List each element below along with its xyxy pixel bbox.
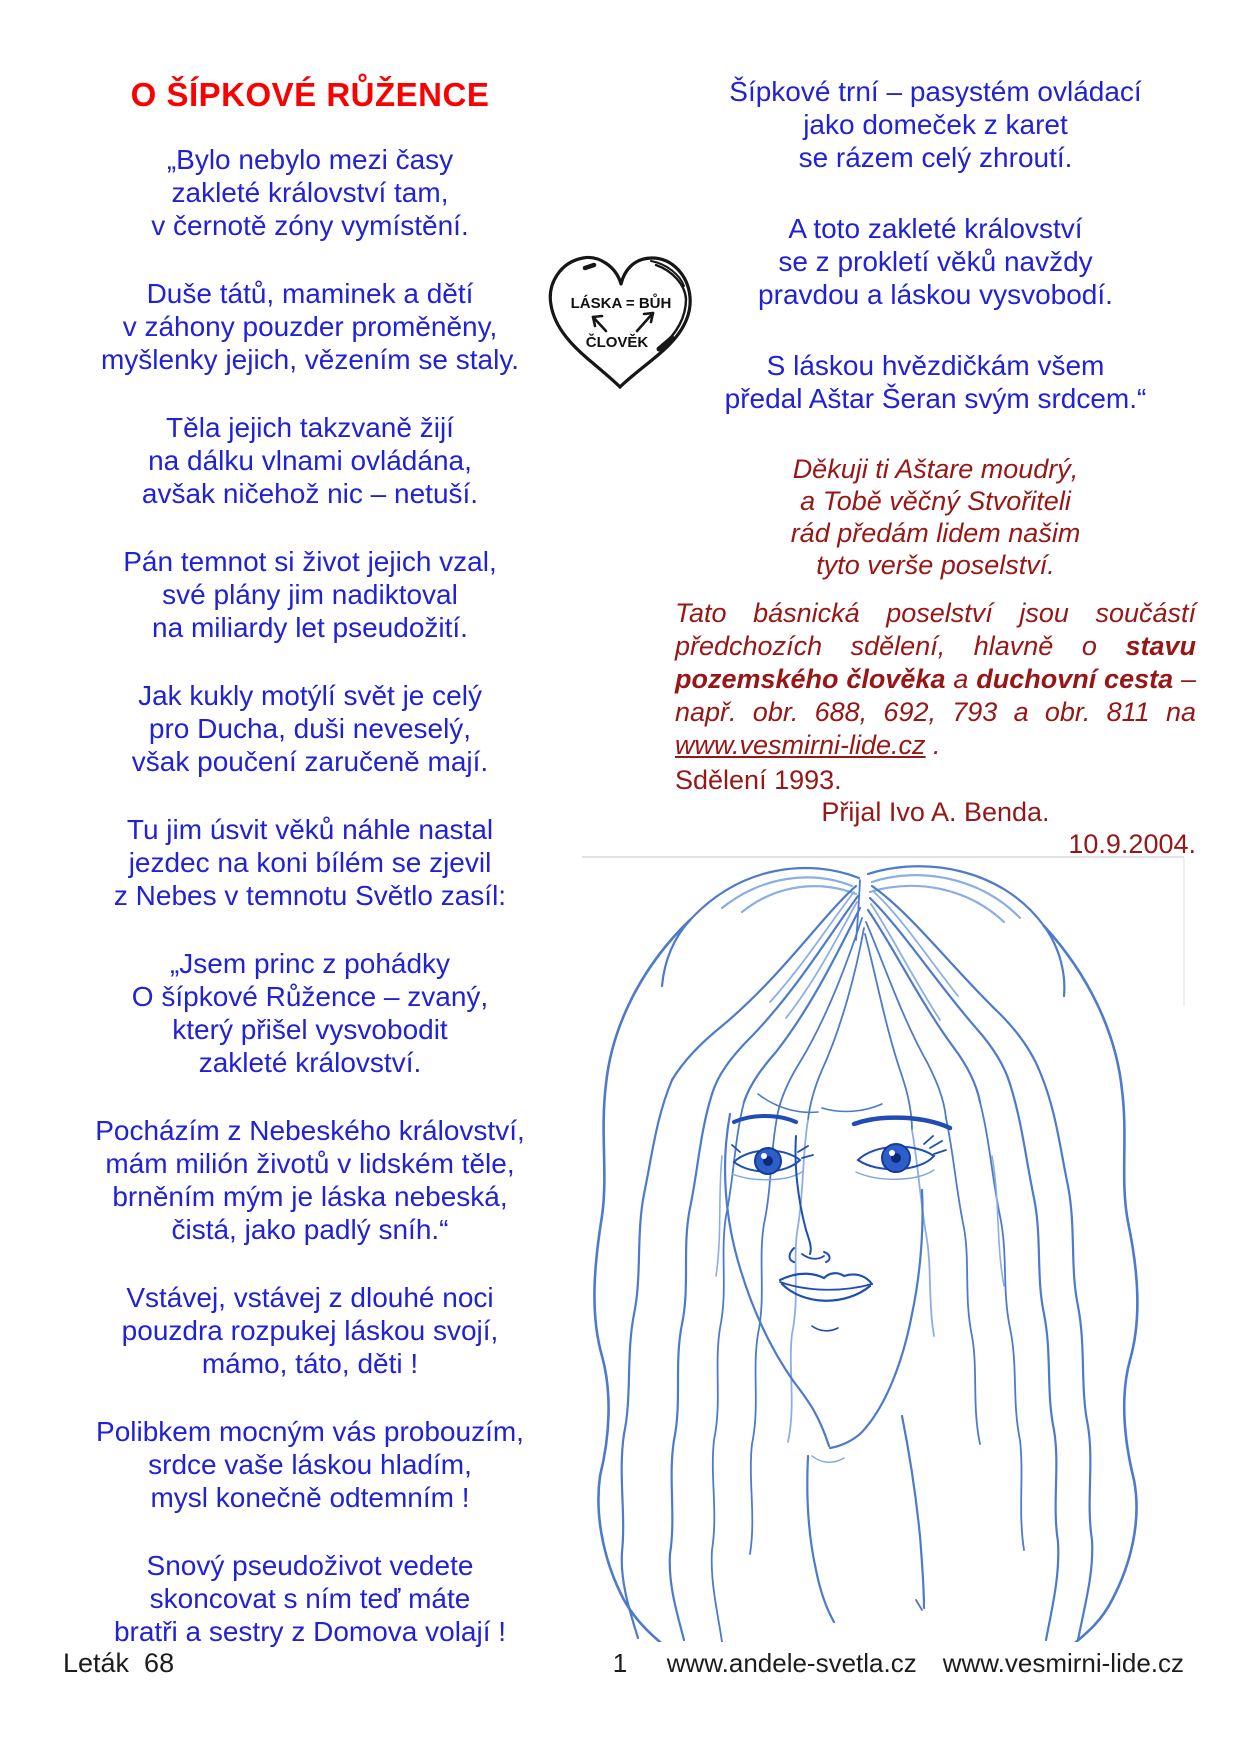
poem-line: mám milión životů v lidském těle, bbox=[105, 1148, 515, 1179]
poem-line: čistá, jako padlý sníh.“ bbox=[171, 1214, 449, 1245]
poem-line: Vstávej, vstávej z dlouhé noci bbox=[126, 1282, 494, 1313]
poem-line: mysl konečně odtemním ! bbox=[150, 1482, 470, 1513]
verse-line: tyto verše poselství. bbox=[816, 550, 1055, 580]
arrow-up-left-icon bbox=[593, 316, 606, 331]
paragraph-segment: Tato básnická poselství jsou součástí předchozích sdělení, hlavně o bbox=[675, 598, 1196, 661]
heart-logo bbox=[540, 242, 702, 400]
poem-line: na miliardy let pseudožití. bbox=[152, 612, 468, 643]
poem-line: Jak kukly motýlí svět je celý bbox=[138, 680, 482, 711]
right-poem-stanzas bbox=[675, 75, 1196, 415]
heart-top-label: LÁSKA = BŮH bbox=[570, 295, 672, 312]
leaflet-number-label: Leták 68 bbox=[63, 1648, 175, 1678]
arrow-up-right-icon bbox=[637, 313, 653, 331]
poem-stanza bbox=[675, 349, 1196, 415]
message-date: 10.9.2004. bbox=[1068, 829, 1196, 859]
poem-line: S láskou hvězdičkám všem bbox=[766, 350, 1105, 381]
message-receiver: Přijal Ivo A. Benda. bbox=[821, 797, 1050, 827]
poem-line: z Nebes v temnotu Světlo zasíl: bbox=[113, 880, 507, 911]
poem-line: jezdec na koni bílém se zjevil bbox=[128, 847, 492, 878]
poem-line: Šípkové trní – pasystém ovládací bbox=[729, 76, 1142, 107]
poem-line: skoncovat s ním teď máte bbox=[149, 1583, 471, 1614]
poem-line: zakleté království tam, bbox=[171, 177, 449, 208]
poem-line: Těla jejich takzvaně žijí bbox=[166, 412, 454, 443]
paragraph-segment: duchovní cesta bbox=[976, 664, 1174, 694]
poem-line: jako domeček z karet bbox=[803, 109, 1068, 140]
poem-line: O šípkové Růžence – zvaný, bbox=[131, 981, 489, 1012]
footer-urls bbox=[667, 1648, 1184, 1678]
heart-outline-icon bbox=[550, 258, 690, 387]
poem-line: „Jsem princ z pohádky bbox=[169, 948, 451, 979]
poem-line: se rázem celý zhroutí. bbox=[798, 142, 1073, 173]
poem-line: Pocházím z Nebeského království, bbox=[95, 1115, 525, 1146]
thanks-verse bbox=[675, 453, 1196, 581]
poem-stanza bbox=[60, 1281, 560, 1380]
poem-line: předal Aštar Šeran svým srdcem.“ bbox=[724, 383, 1147, 414]
poem-stanza bbox=[60, 277, 560, 376]
left-poem-stanzas bbox=[60, 143, 560, 1648]
poem-stanza bbox=[60, 947, 560, 1079]
poem-line: Polibkem mocným vás probouzím, bbox=[96, 1416, 524, 1447]
paragraph-segment: . bbox=[925, 730, 941, 760]
poem-line: mámo, táto, děti ! bbox=[201, 1348, 419, 1379]
poem-line: pouzdra rozpukej láskou svojí, bbox=[121, 1315, 499, 1346]
verse-line: rád předám lidem našim bbox=[790, 518, 1081, 548]
poem-line: srdce vaše láskou hladím, bbox=[148, 1449, 472, 1480]
poem-line: své plány jim nadiktoval bbox=[162, 579, 458, 610]
poem-stanza bbox=[675, 212, 1196, 311]
poem-line: brněním mým je láska nebeská, bbox=[112, 1181, 508, 1212]
poem-stanza bbox=[60, 1114, 560, 1246]
poem-stanza bbox=[60, 679, 560, 778]
poem-line: myšlenky jejich, vězením se staly. bbox=[100, 344, 520, 375]
paragraph-segment: – např. obr. 688, 692, 793 a obr. 811 na bbox=[675, 664, 1196, 727]
verse-line: a Tobě věčný Stvořiteli bbox=[800, 486, 1071, 516]
footer-url-vesmirni: www.vesmirni-lide.cz bbox=[942, 1648, 1184, 1678]
poem-line: který přišel vysvobodit bbox=[172, 1014, 448, 1045]
poem-stanza bbox=[60, 1415, 560, 1514]
poem-line: pravdou a láskou vysvobodí. bbox=[758, 279, 1113, 310]
heart-bottom-label: ČLOVĚK bbox=[585, 334, 649, 351]
poem-line: „Bylo nebylo mezi časy bbox=[166, 144, 454, 175]
printed-url: www.vesmirni-lide.cz bbox=[675, 730, 926, 760]
poem-line: se z prokletí věků navždy bbox=[778, 246, 1093, 277]
right-column bbox=[675, 60, 1196, 860]
poem-line: však poučení zaručeně mají. bbox=[131, 746, 489, 777]
paragraph-segment: a bbox=[945, 664, 977, 694]
poem-stanza bbox=[60, 1549, 560, 1648]
poem-line: v záhony pouzder proměněny, bbox=[122, 311, 498, 342]
poem-line: Pán temnot si život jejich vzal, bbox=[123, 546, 497, 577]
poem-stanza bbox=[60, 813, 560, 912]
poem-line: Snový pseudoživot vedete bbox=[146, 1550, 474, 1581]
poem-line: pro Ducha, duši neveselý, bbox=[148, 713, 472, 744]
message-year: Sdělení 1993. bbox=[675, 765, 842, 795]
poem-stanza bbox=[675, 75, 1196, 174]
paragraph-segment: stavu pozemského člověka bbox=[675, 631, 1196, 694]
left-poem-column bbox=[60, 60, 560, 1683]
poem-line: avšak ničehož nic – netuší. bbox=[141, 478, 479, 509]
poem-line: bratři a sestry z Domova volají ! bbox=[113, 1616, 507, 1647]
woman-portrait-image bbox=[572, 856, 1194, 1642]
poem-line: A toto zakleté království bbox=[788, 213, 1083, 244]
page-number: 1 bbox=[612, 1648, 628, 1678]
message-notes bbox=[675, 764, 1196, 860]
poem-stanza bbox=[60, 545, 560, 644]
poem-stanza bbox=[60, 143, 560, 242]
poem-line: Tu jim úsvit věků náhle nastal bbox=[126, 814, 494, 845]
note-paragraph bbox=[675, 597, 1196, 762]
poem-line: zakleté království. bbox=[198, 1047, 422, 1078]
poem-stanza bbox=[60, 411, 560, 510]
footer-url-andele: www.andele-svetla.cz bbox=[666, 1648, 917, 1678]
verse-line: Děkuji ti Aštare moudrý, bbox=[792, 454, 1079, 484]
page-title: O ŠÍPKOVÉ RŮŽENCE bbox=[130, 76, 490, 113]
poem-line: v černotě zóny vymístění. bbox=[151, 210, 469, 241]
poem-line: Duše tátů, maminek a dětí bbox=[146, 278, 474, 309]
poem-line: na dálku vlnami ovládána, bbox=[148, 445, 472, 476]
